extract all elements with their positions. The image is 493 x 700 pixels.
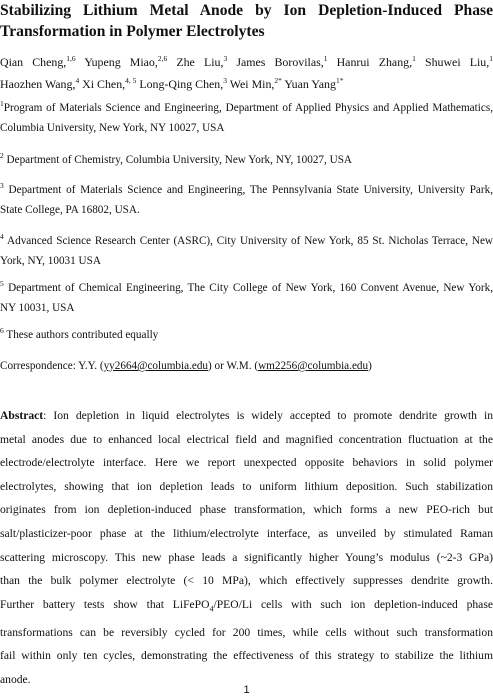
abstract-line: salt/plasticizer-poor phase at the lithium/electrolyte interface, as unveiled by stimulated Raman	[0, 526, 493, 540]
author-name: Yuan Yang	[284, 77, 336, 91]
affiliation-line	[0, 180, 493, 200]
affiliation-mark: 3	[223, 54, 228, 63]
affiliation-line	[0, 98, 493, 118]
author-list	[0, 51, 493, 95]
page-number: 1	[243, 684, 250, 696]
affiliation-mark: 1	[323, 54, 328, 63]
title-line: Stabilizing Lithium Metal Anode by Ion Depletion-Induced Phase	[0, 2, 493, 19]
affiliation-3	[0, 180, 493, 220]
affiliation-mark: 2,6	[157, 54, 168, 63]
affiliation-2	[0, 150, 493, 170]
abstract-line: anode.	[0, 672, 31, 686]
affiliation-mark: 1,6	[66, 54, 76, 63]
correspondence-middle: ) or W.M. (	[208, 360, 259, 372]
email-link-wm[interactable]: wm2256@columbia.edu	[258, 360, 369, 372]
affiliation-mark: 1*	[335, 76, 344, 85]
title-line: Transformation in Polymer Electrolytes	[0, 23, 265, 40]
affiliation-text: Advanced Science Research Center (ASRC), City University of New York, 85 St. Nicholas Terrace, New	[7, 235, 493, 247]
affiliation-line	[0, 150, 493, 170]
author-name: Wei Min,	[229, 77, 275, 91]
abstract-heading: Abstract	[0, 409, 44, 422]
affiliation-mark: 1	[412, 54, 416, 63]
author-name: Hanrui Zhang,	[336, 55, 413, 69]
correspondence-suffix: )	[368, 360, 372, 372]
affiliation-number: 1	[0, 99, 4, 108]
correspondence	[0, 356, 493, 376]
subscript: 4	[209, 604, 214, 614]
affiliation-mark: 4, 5	[125, 76, 137, 85]
abstract-line: than the bulk polymer electrolyte (< 10 MPa), which effectively suppresses dendrite growth.	[0, 574, 493, 588]
abstract-text: Further battery tests show that LiFePO	[0, 597, 210, 611]
affiliation-line: State College, PA 16802, USA.	[0, 204, 140, 216]
abstract-text: : Ion depletion in liquid electrolytes is widely accepted to promote dendrite growth in	[43, 409, 493, 422]
affiliation-text: Department of Chemical Engineering, The City College of New York, 160 Convent Avenue, New York,	[8, 282, 493, 294]
affiliation-text: These authors contributed equally	[6, 329, 159, 341]
correspondence-prefix: Correspondence: Y.Y. (	[0, 360, 104, 372]
authors-line	[0, 51, 493, 73]
abstract-line: electrolytes, showing that ion depletion leads to uniform lithium deposition. Such stabilization	[0, 479, 493, 493]
email-link-yy[interactable]: yy2664@columbia.edu	[103, 360, 209, 372]
affiliation-mark: 2*	[274, 76, 282, 85]
abstract-line	[0, 404, 493, 428]
author-name: Zhe Liu,	[176, 55, 224, 69]
author-name: Xi Chen,	[82, 77, 126, 91]
affiliation-line	[0, 325, 493, 345]
author-name: Qian Cheng,	[0, 55, 67, 69]
affiliation-line	[0, 231, 493, 251]
paper-title	[0, 0, 493, 42]
abstract-line: fail within only ten cycles, demonstrating the effectiveness of this strategy to stabilize the lithium	[0, 649, 493, 663]
affiliation-text: Department of Chemistry, Columbia University, New York, NY, 10027, USA	[6, 154, 352, 166]
affiliation-text: Department of Materials Science and Engineering, The Pennsylvania State University, University Park,	[8, 184, 493, 196]
affiliation-line: NY 10031, USA	[0, 302, 75, 314]
abstract	[0, 404, 493, 691]
abstract-line: scattering microscopy. This new phase leads a significantly higher Young’s modulus (~2-3 GPa)	[0, 550, 493, 564]
abstract-line: originates from ion depletion-induced phase transformation, which forms a new PEO-rich but	[0, 503, 493, 517]
affiliation-number: 2	[0, 151, 4, 160]
affiliation-mark: 3	[223, 76, 227, 85]
abstract-line	[0, 593, 493, 621]
abstract-line: transformations can be reversibly cycled for 200 times, while cells without such transformation	[0, 625, 493, 639]
affiliation-6	[0, 325, 493, 345]
affiliation-number: 5	[0, 279, 4, 288]
abstract-text: /PEO/Li cells with such ion depletion-induced phase	[213, 597, 493, 611]
affiliation-5	[0, 278, 493, 318]
author-name: Long-Qing Chen,	[139, 77, 224, 91]
affiliation-number: 3	[0, 181, 4, 190]
author-name: Yupeng Miao,	[84, 55, 158, 69]
author-name: Haozhen Wang,	[0, 77, 76, 91]
affiliation-line: York, NY, 10031 USA	[0, 255, 101, 267]
affiliation-line	[0, 278, 493, 298]
abstract-line: electrode/electrolyte interface. Here we report unexpected opposite behaviors in solid polymer	[0, 456, 493, 470]
author-name: James Borovilas,	[236, 55, 324, 69]
affiliation-line: Columbia University, New York, NY 10027, USA	[0, 122, 225, 134]
authors-line	[0, 73, 493, 95]
affiliation-mark: 4	[75, 76, 80, 85]
affiliation-4	[0, 231, 493, 271]
affiliation-text: Program of Materials Science and Engineering, Department of Applied Physics and Applied Mathematics,	[3, 102, 493, 114]
affiliation-number: 4	[0, 232, 4, 241]
affiliation-mark: 1	[489, 54, 493, 63]
abstract-line: metal anodes due to enhanced local electrical field and magnified concentration fluctuation at the	[0, 432, 493, 446]
author-name: Shuwei Liu,	[424, 55, 490, 69]
affiliation-1	[0, 98, 493, 138]
affiliation-number: 6	[0, 326, 4, 335]
